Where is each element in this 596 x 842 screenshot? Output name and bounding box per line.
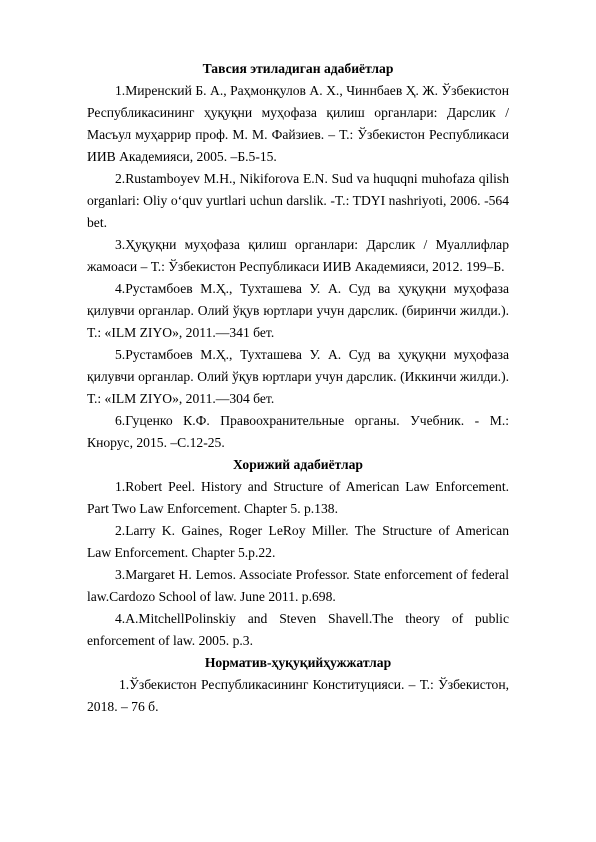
section-heading: Хорижий адабиётлар [233,457,363,472]
document-page [87,58,509,718]
section-normative-legal-documents [87,652,509,718]
reference-entry: 3.Ҳуқуқни муҳофаза қилиш органлари: Дарслик / Муаллифлар жамоаси – Т.: Ўзбекистон Республикаси ИИВ Академияси, 2012. 199–Б. [87,237,509,274]
reference-entry: 4.A.MitchellPolinskiy and Steven Shavell.The theory of public enforcement of law. 2005. p.3. [87,611,509,648]
section-heading: Тавсия этиладиган адабиётлар [202,61,394,76]
reference-entry: 5.Рустамбоев М.Ҳ., Тухташева У. А. Суд ва ҳуқуқни муҳофаза қилувчи органлар. Олий ўқув юртлари учун дарслик. (Иккинчи жилди.). Т.: «ILM ZIYO», 2011.—304 бет. [87,347,509,406]
section-heading: Норматив-ҳуқуқийҳужжатлар [204,655,392,670]
reference-entry: 2.Larry K. Gaines, Roger LeRoy Miller. The Structure of American Law Enforcement. Chapter 5.p.22. [87,523,509,560]
section-foreign-literature [87,454,509,652]
section-recommended-literature [87,58,509,454]
reference-entry: 4.Рустамбоев М.Ҳ., Тухташева У. А. Суд ва ҳуқуқни муҳофаза қилувчи органлар. Олий ўқув юртлари учун дарслик. (биринчи жилди.). Т.: «ILM ZIYO», 2011.—341 бет. [87,281,509,340]
reference-entry: 2.Rustamboyev M.H., Nikiforova E.N. Sud va huquqni muhofaza qilish organlari: Oliy o‘quv yurtlari uchun darslik. -T.: TDYI nashriyoti, 2006. -564 bet. [87,171,509,230]
reference-entry: 3.Margaret H. Lemos. Associate Professor. State enforcement of federal law.Cardozo School of law. June 2011. p.698. [87,567,509,604]
reference-entry: 1.Robert Peel. History and Structure of American Law Enforcement. Part Two Law Enforcement. Chapter 5. p.138. [87,479,509,516]
reference-entry: 1.Миренский Б. А., Раҳмонқулов А. Х., Чиннбаев Ҳ. Ж. Ўзбекистон Республикасининг ҳуқуқни муҳофаза қилиш органлари: Дарслик / Масъул муҳаррир проф. М. М. Файзиев. – Т.: Ўзбекистон Республикаси ИИВ Академияси, 2005. –Б.5-15. [87,83,509,164]
reference-entry: 1.Ўзбекистон Республикасининг Конституцияси. – Т.: Ўзбекистон, 2018. – 76 б. [87,677,509,714]
reference-entry: 6.Гуценко К.Ф. Правоохранительные органы. Учебник. - М.: Кнорус, 2015. –С.12-25. [87,413,509,450]
